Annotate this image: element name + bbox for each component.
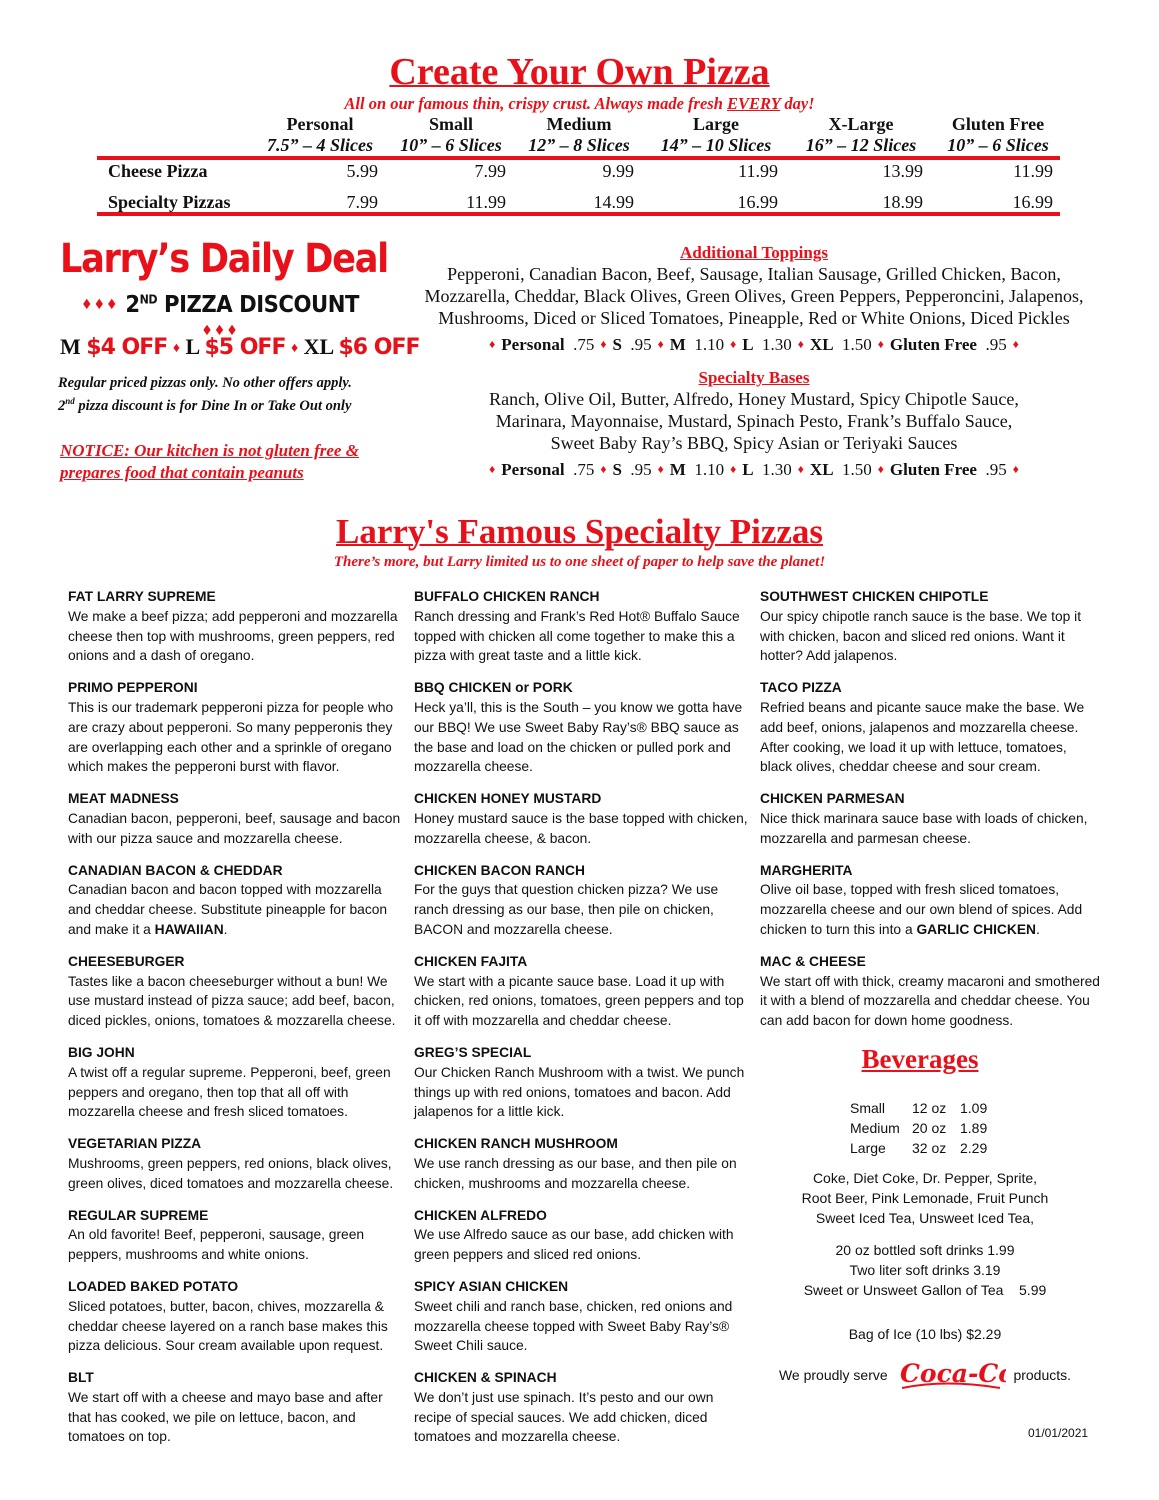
list-line: Sweet Baby Ray’s BBQ, Spicy Asian or Teriyaki Sauces: [550, 433, 958, 453]
pizza-item: [68, 1368, 408, 1447]
price-cell: 16.99: [1012, 192, 1053, 212]
price-cell: 7.99: [346, 192, 378, 212]
bases-prices: [404, 460, 1104, 480]
diamond-icon: ♦: [600, 337, 607, 351]
menu-date: 01/01/2021: [1028, 1426, 1089, 1440]
pizza-description: A twist off a regular supreme. Pepperoni, beef, green peppers and oregano, then top that all off with mozzarella cheese and fresh sliced tomatoes.: [68, 1064, 391, 1120]
pizza-item: [760, 587, 1100, 666]
diamond-icon: ♦: [797, 462, 804, 476]
price-cell: 7.99: [474, 161, 506, 181]
pizza-item: [414, 1368, 754, 1447]
pizza-description: Nice thick marinara sauce base with loads of chicken, mozzarella and parmesan cheese.: [760, 810, 1088, 846]
size-price: .75: [573, 460, 595, 479]
bases-section: [404, 368, 1104, 480]
flavor-line: Root Beer, Pink Lemonade, Fruit Punch: [801, 1190, 1049, 1206]
pizza-name: BBQ CHICKEN or PORK: [414, 680, 573, 696]
size-label: S: [612, 460, 622, 479]
pizza-name: VEGETARIAN PIZZA: [68, 1136, 202, 1152]
pizza-name: CHICKEN & SPINACH: [414, 1370, 557, 1386]
pizza-item: [760, 952, 1100, 1031]
specialty-column-2: [414, 587, 754, 1459]
price-cell: 11.99: [738, 161, 778, 181]
toppings-prices: [404, 335, 1104, 355]
diamond-icon: ♦: [600, 462, 607, 476]
pizza-item: [68, 789, 408, 848]
price-cell: 18.99: [882, 192, 923, 212]
price-cell: 5.99: [346, 161, 378, 181]
size-price: .95: [985, 335, 1007, 354]
diamond-icon: ♦: [1012, 337, 1019, 351]
pizza-description: Refried beans and picante sauce make the base. We add beef, onions, jalapenos and mozzarella cheese. After cooking, we load it up with lettuce, tomatoes, black olives, cheddar cheese and sour cream.: [760, 699, 1085, 775]
beverage-sizes: [850, 1098, 987, 1158]
pizza-description: Sweet chili and ranch base, chicken, red onions and mozzarella cheese topped with Sweet Baby Ray’s® Sweet Chili sauce.: [414, 1298, 733, 1354]
pizza-item: [414, 678, 754, 777]
pizza-name: CHICKEN FAJITA: [414, 953, 528, 969]
diamond-icon: ♦: [657, 462, 664, 476]
pizza-name: REGULAR SUPREME: [68, 1207, 209, 1223]
size-label: S: [612, 335, 622, 354]
diamond-icon: ♦: [489, 462, 496, 476]
size-label: Gluten Free: [889, 460, 977, 479]
size-label: XL: [809, 460, 834, 479]
pizza-description: Ranch dressing and Frank’s Red Hot® Buffalo Sauce topped with chicken all come together to make this a pizza with great taste and a little kick.: [414, 608, 740, 664]
pizza-name: CHICKEN HONEY MUSTARD: [414, 791, 602, 807]
beverage-size-row: Small 12 oz 1.09: [850, 1100, 988, 1116]
price-cell: 11.99: [466, 192, 506, 212]
diamond-icon: ♦: [877, 337, 884, 351]
pizza-item: [68, 1277, 408, 1356]
pizza-name: CANADIAN BACON & CHEDDAR: [68, 862, 283, 878]
size-price: 1.10: [694, 460, 725, 479]
size-label: Gluten Free: [889, 335, 977, 354]
allergy-notice: NOTICE: Our kitchen is not gluten free & prepares food that contain peanuts: [60, 441, 359, 482]
size-price: 1.50: [842, 460, 872, 479]
pizza-name: GREG’S SPECIAL: [414, 1044, 532, 1060]
divider-top: [97, 156, 1060, 160]
pizza-item: [68, 1206, 408, 1265]
price-cell: 14.99: [593, 192, 634, 212]
diamond-icon: ♦: [877, 462, 884, 476]
coke-line: We proudly serve Coca-C products.: [760, 1355, 1090, 1398]
size-price: 1.30: [762, 460, 792, 479]
diamond-icon: ♦: [1012, 462, 1019, 476]
diamond-icon: ♦♦♦: [81, 297, 119, 313]
pizza-name: CHICKEN BACON RANCH: [414, 862, 585, 878]
diamond-icon: ♦: [657, 337, 664, 351]
size-header: Small 10” – 6 Slices: [400, 114, 502, 155]
list-line: Mozzarella, Cheddar, Black Olives, Green Olives, Green Peppers, Pepperoncini, Jalapenos,: [424, 286, 1084, 306]
size-price: 1.10: [694, 335, 725, 354]
diamond-icon: ♦: [489, 337, 496, 351]
pizza-item: [68, 678, 408, 777]
diamond-icon: ♦: [730, 462, 737, 476]
specialty-subtitle: There’s more, but Larry limited us to one sheet of paper to help save the planet!: [333, 554, 826, 570]
specialty-column-1: [68, 587, 408, 1459]
size-price: 1.50: [842, 335, 872, 354]
pizza-item: [760, 678, 1100, 777]
size-label: L: [742, 335, 754, 354]
toppings-heading: Additional Toppings: [680, 243, 828, 262]
pizza-description: We make a beef pizza; add pepperoni and mozzarella cheese then top with mushrooms, green peppers, red onions and a dash of oregano.: [68, 608, 398, 664]
daily-deal-fine-print: Regular priced pizzas only. No other offers apply. 2nd pizza discount is for Dine In or Take Out only: [58, 375, 352, 414]
size-price: .95: [985, 460, 1007, 479]
beverage-bottled: [760, 1240, 1090, 1300]
pizza-name: MAC & CHEESE: [760, 953, 866, 969]
diamond-icon: ♦: [797, 337, 804, 351]
list-line: Marinara, Mayonnaise, Mustard, Spinach Pesto, Frank’s Buffalo Sauce,: [495, 411, 1013, 431]
pizza-description: An old favorite! Beef, pepperoni, sausage, green peppers, mushrooms and white onions.: [68, 1227, 365, 1263]
pizza-description: We don’t just use spinach. It’s pesto and our own recipe of special sauces. We add chicken, diced tomatoes and mozzarella cheese.: [414, 1389, 714, 1445]
daily-deal-title: Larry’s Daily Deal: [60, 236, 388, 282]
page-title: Create Your Own Pizza: [389, 51, 770, 93]
beverages-title: Beverages: [861, 1044, 979, 1074]
diamond-icon: ♦♦♦: [201, 323, 239, 339]
size-header: Medium 12” – 8 Slices: [528, 114, 630, 155]
pizza-description: Olive oil base, topped with fresh sliced tomatoes, mozzarella cheese and our own blend of spices. Add chicken to turn this into a GARLIC CHICKEN.: [760, 882, 1083, 937]
pizza-name: CHICKEN ALFREDO: [414, 1207, 547, 1223]
pizza-name: CHICKEN PARMESAN: [760, 791, 905, 807]
coca-cola-logo: [896, 1355, 1006, 1398]
price-row-label: Cheese Pizza: [108, 161, 208, 181]
beverage-size-row: Large 32 oz 2.29: [850, 1140, 988, 1156]
daily-deal-prices: M $4 OFF ♦ L $5 OFF ♦ XL $6 OFF: [60, 334, 420, 360]
pizza-name: FAT LARRY SUPREME: [68, 589, 216, 604]
large-discount: $5 OFF: [204, 335, 286, 360]
pizza-item: [414, 1277, 754, 1356]
pizza-item: [414, 1043, 754, 1122]
pizza-item: [414, 952, 754, 1031]
pizza-name: BIG JOHN: [68, 1044, 135, 1060]
bases-heading: Specialty Bases: [698, 368, 810, 387]
pizza-description: We use ranch dressing as our base, and then pile on chicken, mushrooms and mozzarella cheese.: [414, 1155, 737, 1191]
pizza-name: SOUTHWEST CHICKEN CHIPOTLE: [760, 589, 989, 604]
pizza-name: CHICKEN RANCH MUSHROOM: [414, 1136, 618, 1152]
size-header: Large 14” – 10 Slices: [660, 114, 772, 155]
pizza-name: MEAT MADNESS: [68, 791, 179, 807]
list-line: Pepperoni, Canadian Bacon, Beef, Sausage, Italian Sausage, Grilled Chicken, Bacon,: [447, 264, 1061, 284]
pizza-description: Heck ya’ll, this is the South – you know we gotta have our BBQ! We use Sweet Baby Ray’s® BBQ sauce as the base and load on the chicken or pulled pork and mozzarella cheese.: [414, 699, 743, 775]
pizza-description: Mushrooms, green peppers, red onions, black olives, green olives, diced tomatoes and mozzarella cheese.: [68, 1155, 394, 1191]
pizza-description: We use Alfredo sauce as our base, add chicken with green peppers and sliced red onions.: [414, 1227, 734, 1263]
pizza-name: MARGHERITA: [760, 862, 853, 878]
pizza-item: [414, 1206, 754, 1265]
pizza-name: BUFFALO CHICKEN RANCH: [414, 589, 600, 604]
pizza-name: TACO PIZZA: [760, 680, 842, 696]
size-header: Gluten Free 10” – 6 Slices: [947, 114, 1049, 155]
pizza-description: We start off with a cheese and mayo base and after that has cooked, we pile on lettuce, bacon, and tomatoes on top.: [68, 1389, 383, 1445]
pizza-description: Honey mustard sauce is the base topped with chicken, mozzarella cheese, & bacon.: [414, 810, 748, 846]
xlarge-discount: $6 OFF: [338, 335, 420, 360]
specialty-title: Larry's Famous Specialty Pizzas: [335, 512, 824, 551]
diamond-icon: ♦: [290, 341, 299, 356]
pizza-item: [414, 587, 754, 666]
diamond-icon: ♦: [730, 337, 737, 351]
pizza-name: BLT: [68, 1370, 94, 1386]
pizza-description: Canadian bacon, pepperoni, beef, sausage and bacon with our pizza sauce and mozzarella cheese.: [68, 810, 401, 846]
toppings-list: [404, 263, 1104, 329]
list-line: Mushrooms, Diced or Sliced Tomatoes, Pineapple, Red or White Onions, Diced Pickles: [438, 308, 1070, 328]
pizza-name: LOADED BAKED POTATO: [68, 1278, 239, 1294]
diamond-icon: ♦: [172, 341, 180, 356]
size-label: Personal: [501, 335, 565, 354]
svg-text:Coca-Cola: Coca-C: [899, 1359, 998, 1388]
toppings-section: [404, 243, 1104, 355]
pizza-item: [68, 952, 408, 1031]
pizza-item: [414, 1134, 754, 1193]
flavor-line: Sweet Iced Tea, Unsweet Iced Tea,: [815, 1210, 1035, 1226]
size-label: M: [669, 460, 686, 479]
size-label: L: [742, 460, 754, 479]
size-label: XL: [809, 335, 834, 354]
size-label: Personal: [501, 460, 565, 479]
list-line: Ranch, Olive Oil, Butter, Alfredo, Honey Mustard, Spicy Chipotle Sauce,: [489, 389, 1019, 409]
pizza-item: [760, 861, 1100, 940]
price-cell: 11.99: [1013, 161, 1053, 181]
pizza-name: SPICY ASIAN CHICKEN: [414, 1278, 569, 1294]
pizza-item: [68, 1043, 408, 1122]
pizza-description: Our Chicken Ranch Mushroom with a twist. We punch things up with red onions, tomatoes and bacon. Add jalapenos for a little kick.: [414, 1064, 745, 1120]
size-price: 1.30: [762, 335, 792, 354]
pizza-description: Our spicy chipotle ranch sauce is the base. We top it with chicken, bacon and sliced red onions. Want it hotter? Add jalapenos.: [760, 608, 1082, 664]
size-header: Personal 7.5” – 4 Slices: [267, 114, 373, 155]
pizza-item: [68, 587, 408, 666]
flavor-line: Coke, Diet Coke, Dr. Pepper, Sprite,: [812, 1170, 1038, 1186]
bottled-line: 20 oz bottled soft drinks 1.99: [835, 1242, 1015, 1258]
price-cell: 13.99: [882, 161, 923, 181]
specialty-column-3: [760, 587, 1100, 1043]
ice-price: Bag of Ice (10 lbs) $2.29: [848, 1326, 1002, 1342]
bases-list: [404, 388, 1104, 454]
size-price: .75: [573, 335, 595, 354]
beverage-flavors: [760, 1168, 1090, 1228]
divider-bottom: [97, 212, 1060, 216]
price-row-label: Specialty Pizzas: [108, 192, 231, 212]
pizza-item: [414, 861, 754, 940]
page-subtitle: All on our famous thin, crispy crust. Always made fresh EVERY day!: [344, 94, 815, 113]
bottled-line: Sweet or Unsweet Gallon of Tea 5.99: [803, 1282, 1047, 1298]
pizza-name: CHEESEBURGER: [68, 953, 185, 969]
daily-deal-subtitle: ♦♦♦ 2ND PIZZA DISCOUNT ♦♦♦: [81, 292, 359, 339]
pizza-description: Tastes like a bacon cheeseburger without a bun! We use mustard instead of pizza sauce; add beef, bacon, diced pickles, onions, tomatoes & mozzarella cheese.: [68, 973, 396, 1029]
size-header: X-Large 16” – 12 Slices: [805, 114, 917, 155]
pizza-description: Canadian bacon and bacon topped with mozzarella and cheddar cheese. Substitute pineapple for bacon and make it a HAWAIIAN.: [68, 882, 388, 937]
price-cell: 9.99: [602, 161, 634, 181]
price-cell: 16.99: [737, 192, 778, 212]
pizza-item: [760, 789, 1100, 848]
pizza-description: This is our trademark pepperoni pizza for people who are crazy about pepperoni. So many pepperonis they are overlapping each other and a sprinkle of oregano which makes the pepperoni burst with flavor.: [68, 699, 394, 775]
pizza-item: [68, 1134, 408, 1193]
size-price: .95: [630, 335, 652, 354]
bottled-line: Two liter soft drinks 3.19: [849, 1262, 1001, 1278]
pizza-description: We start with a picante sauce base. Load it up with chicken, red onions, tomatoes, green peppers and top it off with mozzarella and cheddar cheese.: [414, 973, 744, 1029]
pizza-item: [68, 861, 408, 940]
pizza-description: We start off with thick, creamy macaroni and smothered it with a blend of mozzarella and cheddar cheese. You can add bacon for down home goodness.: [760, 973, 1100, 1029]
medium-discount: $4 OFF: [86, 335, 168, 360]
size-price: .95: [630, 460, 652, 479]
pizza-description: For the guys that question chicken pizza? We use ranch dressing as our base, then pile on chicken, BACON and mozzarella cheese.: [414, 882, 719, 937]
beverage-size-row: Medium 20 oz 1.89: [850, 1120, 988, 1136]
pizza-item: [414, 789, 754, 848]
pizza-name: PRIMO PEPPERONI: [68, 680, 198, 696]
pizza-description: Sliced potatoes, butter, bacon, chives, mozzarella & cheddar cheese layered on a ranch base makes this pizza delicious. Sour cream available upon request.: [68, 1298, 388, 1354]
size-label: M: [669, 335, 686, 354]
